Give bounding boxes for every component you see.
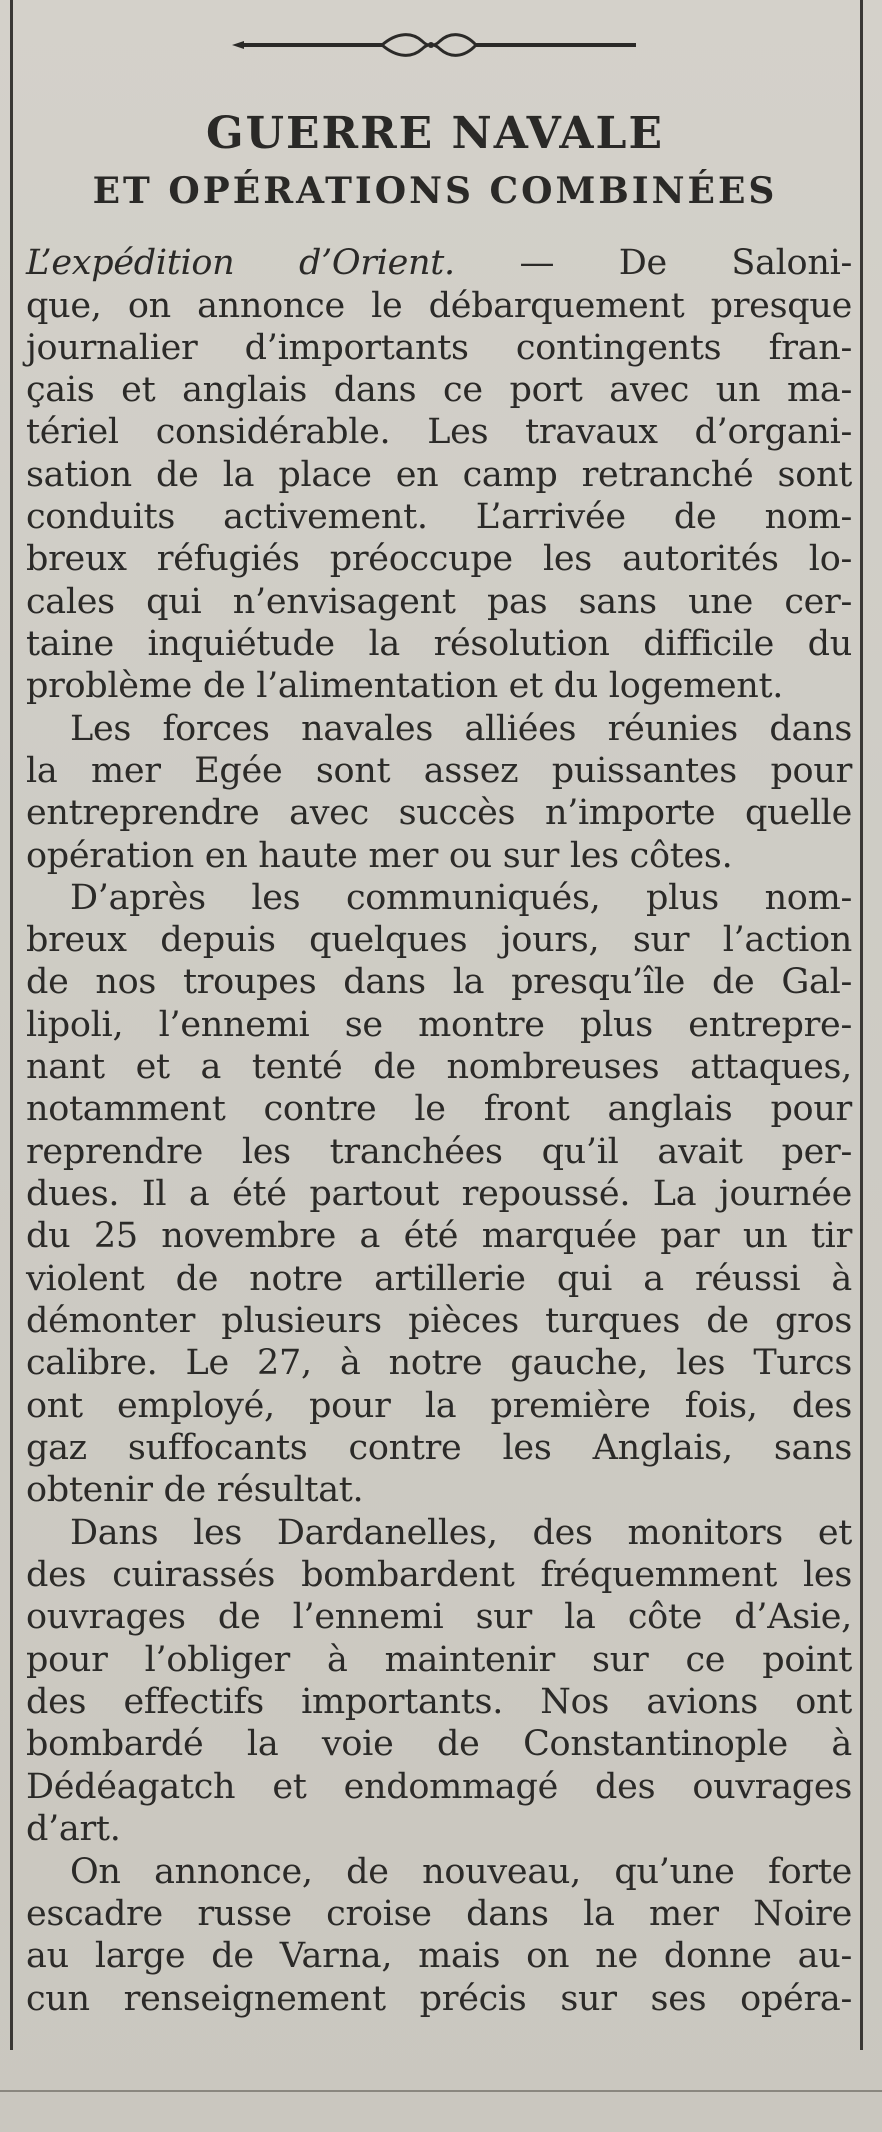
lead-line-text: — De Saloni- [519,243,852,283]
article-line: breux réfugiés préoccupe les autorités lo- [26,539,852,579]
article-line: cun renseignement précis sur ses opéra- [26,1979,852,2019]
lead-title: L’expédition d’Orient. [26,243,455,283]
article-line: que, on annonce le débarquement presque [26,286,852,326]
article-line: Les forces navales alliées réunies dans [70,709,852,749]
article-line: du 25 novembre a été marquée par un tir [26,1216,852,1256]
article-line: entreprendre avec succès n’importe quelle [26,793,852,833]
article-line: de nos troupes dans la presqu’île de Gal- [26,962,852,1002]
article-line: journalier d’importants contingents fran- [26,328,852,368]
article-line: calibre. Le 27, à notre gauche, les Turcs [26,1343,852,1383]
article-line: reprendre les tranchées qu’il avait per- [26,1132,852,1172]
article-line: Dédéagatch et endommagé des ouvrages [26,1767,852,1807]
article-line: des effectifs importants. Nos avions ont [26,1682,852,1722]
article-line: violent de notre artillerie qui a réussi à [26,1259,852,1299]
article-line: On annonce, de nouveau, qu’une forte [70,1852,852,1892]
subheadline: ET OPÉRATIONS COMBINÉES [92,170,778,212]
article-line: dues. Il a été partout repoussé. La journée [26,1174,852,1214]
article-line: démonter plusieurs pièces turques de gros [26,1301,852,1341]
article-line: bombardé la voie de Constantinople à [26,1724,852,1764]
column-rule-bottom [0,2090,882,2092]
headline: GUERRE NAVALE [206,108,664,159]
article-line [26,243,852,283]
article-line: ouvrages de l’ennemi sur la côte d’Asie, [26,1597,852,1637]
article-line: d’art. [26,1809,121,1849]
article-line: opération en haute mer ou sur les côtes. [26,836,733,876]
article-line: çais et anglais dans ce port avec un ma- [26,370,852,410]
article-line: breux depuis quelques jours, sur l’action [26,920,852,960]
article-line: pour l’obliger à maintenir sur ce point [26,1640,852,1680]
article-line: taine inquiétude la résolution difficile du [26,624,852,664]
column-rule-right [860,0,863,2050]
article-line: gaz suffocants contre les Anglais, sans [26,1428,852,1468]
article-line: problème de l’alimentation et du logement. [26,666,784,706]
article-line: nant et a tenté de nombreuses attaques, [26,1047,852,1087]
article-line: escadre russe croise dans la mer Noire [26,1894,852,1934]
article-line: la mer Egée sont assez puissantes pour [26,751,852,791]
ornamental-divider-icon [232,28,636,62]
article-line: notamment contre le front anglais pour [26,1089,852,1129]
article-line: cales qui n’envisagent pas sans une cer- [26,582,852,622]
column-rule-left [10,0,13,2050]
article-line: D’après les communiqués, plus nom- [70,878,852,918]
article-line: ont employé, pour la première fois, des [26,1386,852,1426]
article-line: conduits activement. L’arrivée de nom- [26,497,852,537]
article-line: obtenir de résultat. [26,1470,364,1510]
article-line: au large de Varna, mais on ne donne au- [26,1936,852,1976]
article-line: lipoli, l’ennemi se montre plus entrepre- [26,1005,852,1045]
article-line: des cuirassés bombardent fréquemment les [26,1555,852,1595]
article-line: tériel considérable. Les travaux d’organi- [26,412,852,452]
article-line: sation de la place en camp retranché sont [26,455,852,495]
article-line: Dans les Dardanelles, des monitors et [70,1513,852,1553]
